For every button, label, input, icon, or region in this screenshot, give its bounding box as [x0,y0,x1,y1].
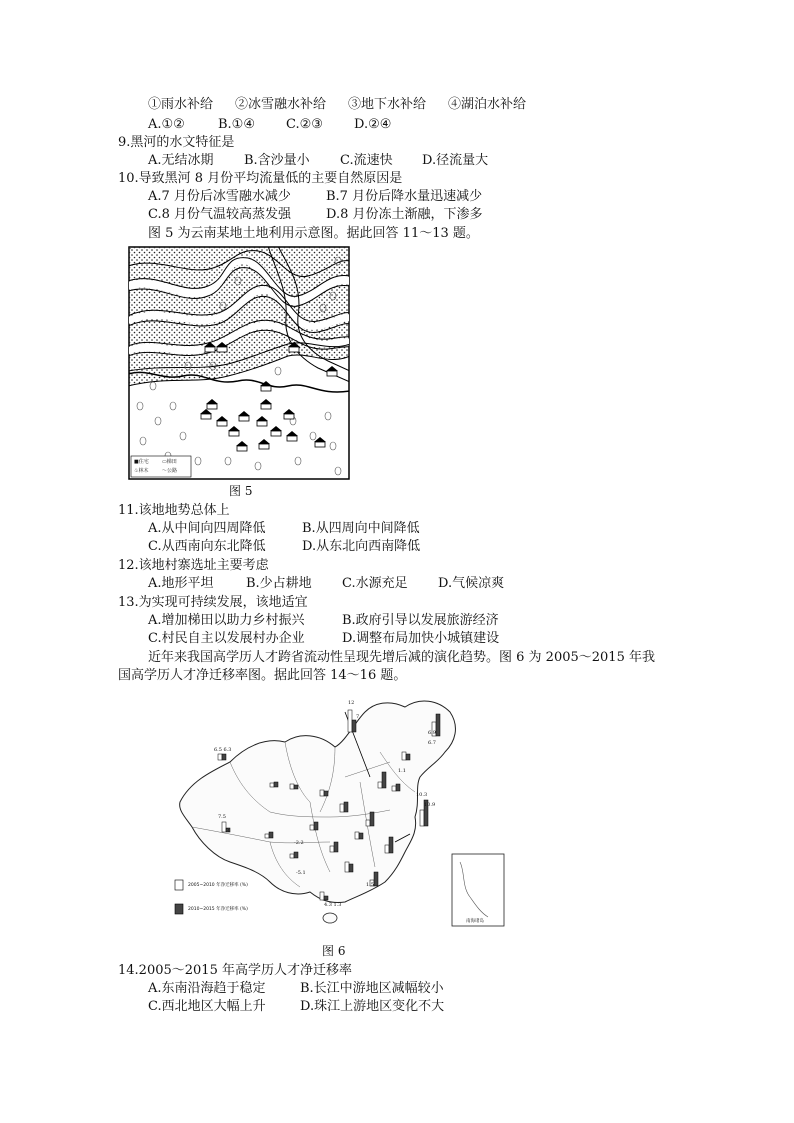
bar-2005-2010 [366,820,370,826]
legend-label: 梯田 [166,459,177,465]
bar-2010-2015 [359,833,363,839]
legend-label: 林木 [138,468,149,474]
fig6-value-label: 6.5 6.3 [214,747,232,753]
q8-item: ③地下水补给 [348,97,427,112]
q9-option-a: A.无结冰期 [148,153,214,168]
legend-label: 公路 [167,468,178,474]
bar-2005-2010 [420,810,424,826]
bar-2010-2015 [370,812,374,826]
bar-2005-2010 [330,846,334,852]
q9-option-b: B.含沙量小 [244,153,310,168]
bar-2010-2015 [274,782,278,787]
fig6-value-label: 12 [348,700,355,706]
bar-2010-2015 [396,784,400,791]
q9-stem: 9.黑河的水文特征是 [118,135,235,150]
q12-option-d: D.气候凉爽 [438,576,505,591]
fig6-legend-2005-2010: 2005~2010 年净迁移率 (%) [188,883,248,888]
bar-2005-2010 [348,710,352,732]
bar-2005-2010 [385,845,389,853]
bar-2010-2015 [344,802,348,812]
q14-stem: 14.2005～2015 年高学历人才净迁移率 [118,963,352,978]
bar-2010-2015 [324,791,328,796]
q14-option-b: B.长江中游地区减幅较小 [300,981,444,996]
q14-option-d: D.珠江上游地区变化不大 [300,999,445,1014]
q11-option-c: C.从西南向东北降低 [148,539,266,554]
q10-option-b: B.7 月份后降水量迅速减少 [326,189,483,204]
fig5-caption: 图 5 [229,484,253,498]
bar-2010-2015 [294,852,298,858]
bar-2005-2010 [218,754,222,760]
fig6-caption: 图 6 [322,944,346,958]
bar-2010-2015 [334,842,338,852]
q8-items [148,96,526,114]
q8-item: ④湖泊水补给 [448,97,527,112]
bar-2010-2015 [222,754,226,760]
q12-option-b: B.少占耕地 [246,576,312,591]
bar-2010-2015 [314,822,318,830]
q13-option-b: B.政府引导以发展旅游经济 [342,613,499,628]
fig6-legend-2010-2015: 2010~2015 年净迁移率 (%) [188,907,248,912]
bar-2005-2010 [402,752,406,760]
bar-2005-2010 [378,782,382,788]
q14-option-a: A.东南沿海趋于稳定 [148,981,266,996]
q13-option-c: C.村民自主以发展村办企业 [148,631,305,646]
bar-2010-2015 [374,872,378,886]
bar-2005-2010 [290,784,294,789]
q13-option-d: D.调整布局加快小城镇建设 [342,631,500,646]
q13-stem: 13.为实现可持续发展，该地适宜 [118,595,308,610]
fig5-intro: 图 5 为云南某地土地利用示意图。据此回答 11～13 题。 [148,226,479,241]
fig6-value-label: 1.5 [366,882,374,888]
q8-option-c: C.②③ [286,117,323,132]
q11-stem: 11.该地地势总体上 [118,503,230,518]
legend-label: 住宅 [138,459,149,465]
fig6-value-label: 7.5 [218,814,226,820]
q11-option-a: A.从中间向四周降低 [148,521,266,536]
fig6-value-label: 3 [226,828,230,834]
bar-2010-2015 [406,754,410,760]
q12-option-c: C.水源充足 [342,576,408,591]
fig6-inset-label: 南海诸岛 [466,919,484,924]
bar-2005-2010 [392,786,396,791]
bar-2010-2015 [349,864,353,872]
q8-item: ①雨水补给 [148,97,214,112]
fig6-value-label: 10.9 [424,802,436,808]
q10-option-d: D.8 月份冻土渐融，下渗多 [326,207,483,222]
bar-2010-2015 [389,837,393,853]
bar-2005-2010 [340,804,344,812]
q8-option-a: A.①② [148,117,185,132]
q11-option-b: B.从四周向中间降低 [302,521,420,536]
bar-2010-2015 [436,714,440,736]
q13-option-a: A.增加梯田以助力乡村振兴 [148,613,305,628]
fig6-value-label: 6.9 [428,730,436,736]
fig6-value-label: -5.1 [296,870,306,876]
fig6-intro-line2: 国高学历人才净迁移率图。据此回答 14～16 题。 [118,668,407,683]
fig6-value-label: -2.2 [294,840,304,846]
bar-2005-2010 [270,783,274,787]
q11-option-d: D.从东北向西南降低 [302,539,421,554]
q8-option-d: D.②④ [354,117,392,132]
fig5-legend: ■住宅 ▭梯田 ♧林木 ～公路 [134,459,178,474]
q14-option-c: C.西北地区大幅上升 [148,999,266,1014]
q10-option-a: A.7 月份后冰雪融水减少 [148,189,291,204]
q12-stem: 12.该地村寨选址主要考虑 [118,558,269,573]
fig5-landuse-map [128,246,350,480]
fig6-value-label: 4.3 1.3 [324,902,342,908]
fig6-migration-map [170,692,514,936]
fig6-value-label: 10.3 [416,792,428,798]
q10-stem: 10.导致黑河 8 月份平均流量低的主要自然原因是 [118,171,403,186]
bar-2010-2015 [269,832,273,838]
fig6-value-label: 7 [356,714,360,720]
bar-2010-2015 [382,772,386,788]
q8-option-b: B.①④ [218,117,255,132]
bar-2010-2015 [294,785,298,789]
fig6-value-label: 6.7 [428,740,436,746]
q9-option-c: C.流速快 [340,153,393,168]
bar-2010-2015 [352,720,356,732]
bar-2005-2010 [265,834,269,838]
bar-2010-2015 [324,896,328,900]
q9-option-d: D.径流量大 [422,153,489,168]
fig6-intro-line1: 近年来我国高学历人才跨省流动性呈现先增后减的演化趋势。图 6 为 2005～2015 年我 [148,650,655,665]
bar-2005-2010 [320,892,324,900]
q12-option-a: A.地形平坦 [148,576,214,591]
bar-2005-2010 [345,862,349,872]
q10-option-c: C.8 月份气温较高蒸发强 [148,207,292,222]
q8-item: ②冰雪融水补给 [235,97,327,112]
bar-2005-2010 [310,825,314,830]
bar-2005-2010 [320,790,324,796]
fig6-value-label: 1.1 [398,768,406,774]
bar-2005-2010 [355,832,359,839]
bar-2005-2010 [290,854,294,858]
